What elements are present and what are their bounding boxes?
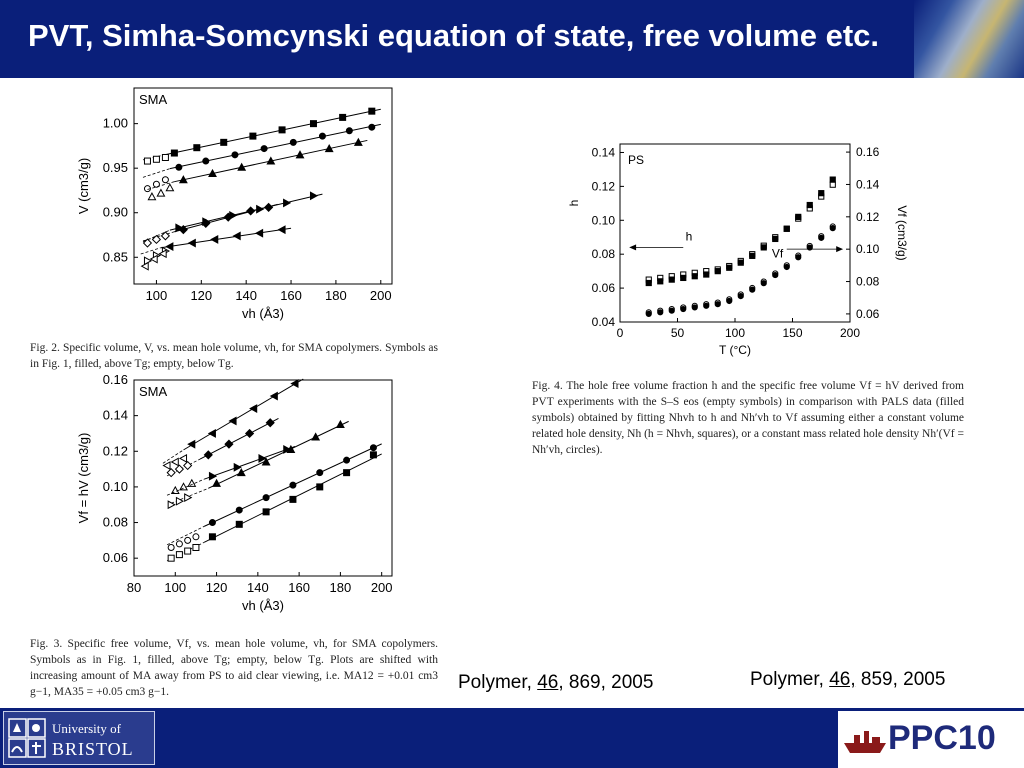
- data-point-filled: [312, 433, 319, 440]
- x-tick-label: 80: [126, 580, 142, 595]
- data-point-filled: [290, 482, 296, 488]
- x-tick-label: 140: [246, 580, 269, 595]
- x-tick-label: 160: [288, 580, 310, 595]
- data-point: [773, 236, 778, 241]
- y-tick-label: 1.00: [102, 115, 128, 131]
- data-point-filled: [229, 417, 236, 424]
- data-point: [704, 272, 709, 277]
- data-point-filled: [230, 212, 237, 219]
- data-point-filled: [234, 464, 241, 471]
- fit-line: [208, 421, 348, 488]
- data-point: [646, 311, 651, 316]
- data-point: [704, 303, 709, 308]
- y2-tick-label: 0.14: [856, 177, 880, 192]
- data-point-empty: [168, 544, 174, 550]
- y-tick-label: 0.10: [102, 478, 128, 494]
- data-point-filled: [369, 124, 375, 130]
- ship-icon: [842, 729, 888, 755]
- data-point-filled: [317, 470, 323, 476]
- data-point-filled: [250, 405, 257, 412]
- y2-tick-label: 0.12: [856, 209, 880, 224]
- fig3-chart: [70, 374, 400, 624]
- panel-label: SMA: [139, 384, 168, 399]
- data-point-empty: [166, 184, 173, 191]
- data-point: [692, 274, 697, 279]
- bristol-logo-line1: University of: [52, 721, 121, 736]
- data-point: [830, 177, 835, 182]
- slide-title: PVT, Simha-Somcynski equation of state, free volume etc.: [28, 18, 880, 53]
- data-point-filled: [166, 243, 173, 250]
- x-tick-label: 150: [782, 326, 803, 340]
- y2-tick-label: 0.06: [856, 306, 880, 321]
- dashed-fit-line: [143, 169, 170, 178]
- data-point-filled: [266, 419, 274, 427]
- panel-label: PS: [628, 153, 645, 167]
- data-point: [807, 202, 812, 207]
- data-point-filled: [209, 430, 216, 437]
- data-point-filled: [290, 139, 296, 145]
- data-point-empty: [193, 534, 199, 540]
- x-tick-label: 100: [164, 580, 187, 595]
- data-point-filled: [279, 127, 285, 133]
- footer-bar: [0, 708, 1024, 768]
- title-decoration: [914, 0, 1024, 78]
- ppc10-logo-text: PPC10: [888, 719, 996, 757]
- data-point: [830, 226, 835, 231]
- data-point-empty: [180, 455, 187, 462]
- data-point: [819, 235, 824, 240]
- x-axis-label: vh (Å3): [242, 598, 284, 613]
- data-point: [658, 279, 663, 284]
- fig3-caption: Fig. 3. Specific free volume, Vf, vs. mean hole volume, vh, for SMA copolymers. Symbols as in Fig. 1, filled, above Tg; empty, below Tg. Plots are shifted with increasing amount of MA away from PS to aid clear viewing, i.e. MA12 = +0.01 cm3 g−1, MA35 = +0.05 cm3 g−1.: [30, 638, 438, 698]
- y-tick-label: 0.06: [591, 281, 615, 296]
- x-tick-label: 200: [839, 326, 861, 340]
- data-point-filled: [211, 236, 218, 243]
- x-tick-label: 200: [369, 288, 392, 303]
- data-point-empty: [193, 544, 199, 550]
- fit-line: [200, 418, 278, 459]
- data-point-filled: [234, 232, 241, 239]
- data-point: [715, 302, 720, 307]
- data-point-filled: [236, 521, 242, 527]
- data-point-filled: [340, 114, 346, 120]
- data-point-filled: [189, 239, 196, 246]
- data-point: [692, 305, 697, 310]
- data-point: [681, 275, 686, 280]
- reference-left-pages: , 869, 2005: [558, 672, 654, 693]
- fit-line: [170, 194, 323, 230]
- data-point: [796, 214, 801, 219]
- data-point: [773, 272, 778, 277]
- data-point-empty: [172, 458, 179, 465]
- y-tick-label: 0.04: [591, 315, 615, 329]
- data-point-filled: [236, 507, 242, 513]
- data-point-filled: [370, 452, 376, 458]
- data-point-empty: [184, 462, 192, 470]
- reference-right-volume: 46,: [829, 669, 856, 690]
- data-point-filled: [291, 380, 298, 387]
- data-point-empty: [185, 548, 191, 554]
- data-point-filled: [278, 226, 285, 233]
- data-point-filled: [256, 230, 263, 237]
- x-tick-label: 0: [616, 326, 624, 340]
- x-tick-label: 120: [205, 580, 228, 595]
- x-tick-label: 140: [235, 288, 258, 303]
- reference-left-journal: Polymer,: [458, 672, 538, 693]
- data-point: [669, 308, 674, 313]
- data-point: [669, 277, 674, 282]
- title-bar: [0, 0, 1024, 78]
- x-axis-label: vh (Å3): [242, 306, 284, 321]
- fig2-chart: [70, 82, 400, 332]
- bristol-logo-line2: BRISTOL: [52, 739, 134, 759]
- reference-right: [750, 669, 945, 691]
- y-tick-label: 0.14: [591, 145, 615, 160]
- data-point: [830, 182, 835, 187]
- ppc10-logo: [838, 711, 1024, 768]
- data-point: [784, 226, 789, 231]
- fig4-caption: Fig. 4. The hole free volume fraction h and the specific free volume Vf = hV derived from PVT experiments with the S–S eos (empty symbols) in comparison with PALS data (filled symbols) obtained by fitting Nhvh to h and Nh′vh to Vf assuming either a constant volume related hole density, Nh (h = Nhvh, squares), or a constant mass related hole density Nh′(Vf = Nh′vh, circles).: [532, 380, 964, 456]
- data-point-filled: [204, 451, 212, 459]
- y-tick-label: 0.06: [102, 550, 128, 566]
- y2-tick-label: 0.16: [856, 145, 880, 160]
- data-point-empty: [162, 177, 168, 183]
- data-point-filled: [209, 473, 216, 480]
- x-tick-label: 180: [325, 288, 347, 303]
- data-point: [750, 253, 755, 258]
- x-tick-label: 180: [329, 580, 352, 595]
- y2-axis-label: Vf (cm3/g): [895, 205, 909, 261]
- university-of-bristol-logo: [3, 711, 155, 765]
- data-point-filled: [261, 146, 267, 152]
- reference-left: [458, 672, 653, 694]
- h-arrowhead: [629, 244, 636, 250]
- data-point-filled: [344, 470, 350, 476]
- x-tick-label: 50: [670, 326, 685, 340]
- plot-frame: [620, 144, 850, 322]
- data-point-filled: [225, 440, 233, 448]
- data-point-filled: [209, 534, 215, 540]
- data-point-empty: [153, 156, 159, 162]
- data-point-filled: [238, 469, 245, 476]
- reference-left-volume: 46: [537, 672, 559, 693]
- data-point-filled: [263, 495, 269, 501]
- y-axis-label: V (cm3/g): [76, 157, 91, 215]
- x-tick-label: 120: [190, 288, 213, 303]
- y-tick-label: 0.90: [102, 204, 128, 220]
- annotation-vf: Vf: [771, 246, 784, 261]
- data-point: [681, 306, 686, 311]
- dashed-fit-line: [141, 248, 161, 254]
- data-point: [738, 294, 743, 299]
- data-point-empty: [185, 537, 191, 543]
- x-tick-label: 160: [280, 288, 302, 303]
- data-point-filled: [317, 484, 323, 490]
- data-point-filled: [319, 133, 325, 139]
- data-point-filled: [221, 139, 227, 145]
- data-point-empty: [148, 193, 155, 200]
- data-point-filled: [263, 509, 269, 515]
- data-point-empty: [162, 154, 168, 160]
- data-point-empty: [185, 494, 192, 501]
- y-tick-label: 0.12: [102, 443, 128, 459]
- data-point-empty: [188, 480, 195, 487]
- data-point: [646, 280, 651, 285]
- data-point-filled: [194, 145, 200, 151]
- data-point-filled: [346, 128, 352, 134]
- bristol-crest-icon: [8, 718, 46, 758]
- data-point: [727, 298, 732, 303]
- x-axis-label: T (°C): [719, 343, 751, 357]
- fit-line: [204, 447, 295, 480]
- data-point-filled: [310, 121, 316, 127]
- data-point: [819, 191, 824, 196]
- y-tick-label: 0.95: [102, 160, 128, 176]
- y-tick-label: 0.16: [102, 374, 128, 387]
- data-point-filled: [310, 192, 317, 199]
- data-point-empty: [157, 190, 164, 197]
- data-point: [715, 269, 720, 274]
- y-tick-label: 0.14: [102, 407, 128, 423]
- data-point-empty: [176, 552, 182, 558]
- x-tick-label: 200: [370, 580, 393, 595]
- y-tick-label: 0.10: [591, 213, 615, 228]
- fig4-chart: [560, 138, 930, 368]
- x-tick-label: 100: [145, 288, 168, 303]
- y-tick-label: 0.85: [102, 249, 128, 265]
- data-point: [658, 310, 663, 315]
- data-point: [738, 260, 743, 265]
- y2-tick-label: 0.08: [856, 274, 880, 289]
- plot-frame: [134, 88, 392, 284]
- data-point: [750, 287, 755, 292]
- data-point: [784, 264, 789, 269]
- data-point-empty: [176, 465, 184, 473]
- y-tick-label: 0.08: [102, 514, 128, 530]
- fig2-caption: Fig. 2. Specific volume, V, vs. mean hole volume, vh, for SMA copolymers. Symbols as in Fig. 1, filled, above Tg; empty, below Tg.: [30, 342, 438, 370]
- data-point-filled: [232, 152, 238, 158]
- y-axis-label: h: [567, 199, 581, 207]
- fit-line: [184, 379, 304, 450]
- data-point: [796, 255, 801, 260]
- y2-tick-label: 0.10: [856, 242, 880, 257]
- data-point-empty: [168, 555, 174, 561]
- data-point-empty: [163, 462, 170, 469]
- data-point-empty: [144, 158, 150, 164]
- data-point-filled: [290, 496, 296, 502]
- data-point-filled: [271, 392, 278, 399]
- data-point-filled: [171, 150, 177, 156]
- data-point-filled: [257, 206, 264, 213]
- reference-right-journal: Polymer,: [750, 669, 830, 690]
- vf-arrowhead: [836, 246, 843, 252]
- y-tick-label: 0.12: [591, 179, 615, 194]
- y-axis-label: Vf = hV (cm3/g): [76, 432, 91, 524]
- data-point: [761, 245, 766, 250]
- annotation-h: h: [685, 229, 693, 244]
- data-point: [727, 265, 732, 270]
- data-point-filled: [370, 445, 376, 451]
- data-point-filled: [250, 133, 256, 139]
- reference-right-pages: 859, 2005: [855, 669, 946, 690]
- data-point-filled: [369, 108, 375, 114]
- data-point-filled: [176, 164, 182, 170]
- data-point: [761, 281, 766, 286]
- data-point-filled: [203, 158, 209, 164]
- data-point-filled: [246, 430, 254, 438]
- dashed-fit-line: [167, 479, 204, 495]
- data-point-filled: [284, 199, 291, 206]
- data-point-filled: [209, 520, 215, 526]
- data-point-empty: [176, 541, 182, 547]
- y-tick-label: 0.08: [591, 247, 615, 262]
- data-point-filled: [344, 457, 350, 463]
- panel-label: SMA: [139, 92, 168, 107]
- x-tick-label: 100: [724, 326, 746, 340]
